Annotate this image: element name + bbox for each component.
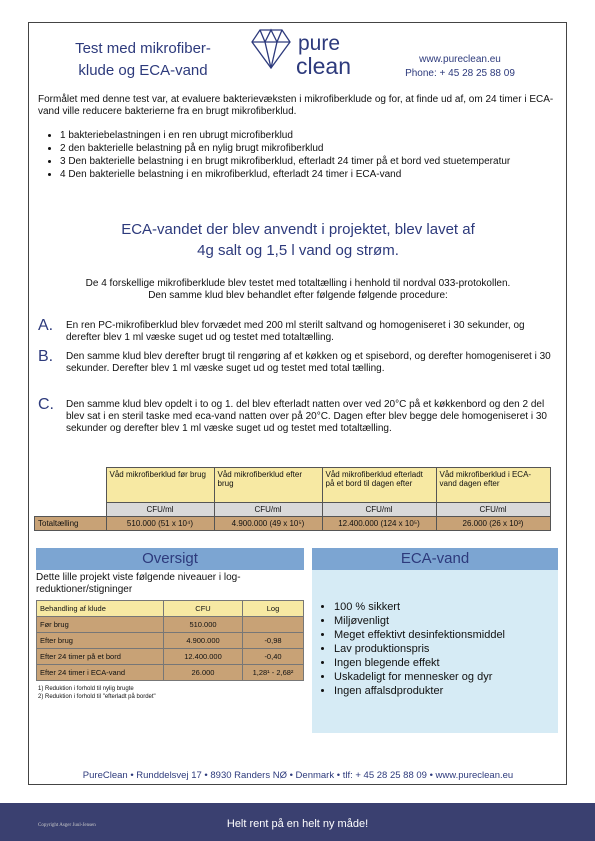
- step-text: En ren PC-mikrofiberklud blev forvædet med 200 ml sterilt saltvand og homogeniseret i 30 sekunder, og derefter blev 1 ml væske suget ud og testet med totaltælling.: [66, 320, 525, 343]
- step-letter: C.: [38, 396, 54, 413]
- eca-title: ECA-vand: [312, 548, 558, 570]
- table-cell: 4.900.000: [164, 633, 243, 649]
- copyright-text: Copyright Asger Juul-Jensen: [38, 823, 96, 828]
- unit-cell: CFU/ml: [322, 503, 436, 517]
- table-header-cell: Våd mikrofiberklud i ECA-vand dagen efter: [436, 468, 550, 503]
- list-item: • Lav produktionspris: [334, 642, 505, 656]
- phone-number: Phone: + 45 28 25 88 09: [405, 68, 515, 79]
- contact-info: [385, 53, 535, 81]
- table-cell: Efter 24 timer i ECA-vand: [37, 665, 164, 681]
- eca-benefits-list: [312, 600, 505, 698]
- oversigt-intro: Dette lille projekt viste følgende niveauer i log-reduktioner/stigninger: [36, 572, 241, 595]
- value-cell: 26.000 (26 x 10³): [436, 517, 550, 531]
- step-c: [38, 396, 558, 435]
- footer-slogan: Helt rent på en helt ny måde!: [226, 818, 369, 830]
- unit-cell: CFU/ml: [106, 503, 214, 517]
- table-header-cell: CFU: [164, 601, 243, 617]
- table-cell: Efter brug: [37, 633, 164, 649]
- list-item: • Meget effektivt desinfektionsmiddel: [334, 628, 505, 642]
- headline-line-1: ECA-vandet der blev anvendt i projektet, blev lavet af: [121, 221, 475, 238]
- step-b: [38, 348, 558, 375]
- step-letter: A.: [38, 317, 54, 334]
- pureclean-logo: [248, 22, 358, 82]
- list-item: • 4 Den bakterielle belastning i en mikrofiberklud, efterladt 24 timer i ECA-vand: [60, 169, 580, 181]
- table-cell: Efter 24 timer på et bord: [37, 649, 164, 665]
- table-cell: 510.000: [164, 617, 243, 633]
- footnote: 1) Reduktion i forhold til nylig brugte: [38, 686, 134, 692]
- value-cell: 4.900.000 (49 x 10⁵): [214, 517, 322, 531]
- table-row: [37, 649, 304, 665]
- test-list: [38, 130, 580, 182]
- table-cell: -0,98: [243, 633, 304, 649]
- table-cell: 1,28¹ - 2,68²: [243, 665, 304, 681]
- table-cell: 26.000: [164, 665, 243, 681]
- logo-word-clean: clean: [296, 53, 351, 79]
- table-header-cell: Våd mikrofiberklud efterladt på et bord til dagen efter: [322, 468, 436, 503]
- page-title: [48, 38, 238, 82]
- table-cell: -0,40: [243, 649, 304, 665]
- list-item: • 3 Den bakterielle belastning i en brugt mikrofiberklud, efterladt 24 timer på et bord ved stuetemperatur: [60, 156, 580, 168]
- list-item: • Ingen affalsdprodukter: [334, 684, 505, 698]
- table-row: [35, 468, 551, 503]
- table-cell: [243, 617, 304, 633]
- results-table: [34, 467, 551, 531]
- list-item: • Ingen blegende effekt: [334, 656, 505, 670]
- eca-headline: [48, 219, 548, 261]
- list-item: • Uskadeligt for mennesker og dyr: [334, 670, 505, 684]
- list-item: • 1 bakteriebelastningen i en ren ubrugt microfiberklud: [60, 130, 580, 142]
- table-cell-empty: [35, 503, 107, 517]
- footnote: 2) Reduktion i forhold til "efterladt på bordet": [38, 694, 156, 700]
- unit-cell: CFU/ml: [214, 503, 322, 517]
- headline-line-2: 4g salt og 1,5 l vand og strøm.: [197, 242, 399, 259]
- step-text: Den samme klud blev opdelt i to og 1. del blev efterladt natten over ved 20°C på et køkkenbord og den 2 del blev sat i en steril taske med eca-vand natten over på 20°C. Dagen efter blev begge dele homogeniseret i 30 sekunder og derefter blev 1 ml væske suget ud og testet med totaltælling.: [66, 399, 547, 434]
- company-address: PureClean • Runddelsvej 17 • 8930 Randers NØ • Denmark • tlf: + 45 28 25 88 09 • www.pureclean.eu: [82, 770, 514, 781]
- step-text: Den samme klud blev derefter brugt til rengøring af et køkken og et spisebord, og derefter homogeniseret i 30 sekunder. Derefter blev 1 ml væske suget ud og testet med total tælling.: [66, 351, 551, 374]
- list-item: • 2 den bakterielle belastning på en nylig brugt mikrofiberklud: [60, 143, 580, 155]
- method-line-1: De 4 forskellige mikrofiberklude blev testet med totaltælling i henhold til nordval 033-protokollen.: [85, 278, 511, 289]
- table-row: [37, 601, 304, 617]
- table-row: [37, 617, 304, 633]
- step-a: [38, 317, 558, 344]
- step-letter: B.: [38, 348, 54, 365]
- oversigt-table: [36, 600, 304, 681]
- table-cell: Før brug: [37, 617, 164, 633]
- intro-paragraph: Formålet med denne test var, at evaluere bakterievæksten i mikrofiberklude og for, at finde ud af, om 24 timer i ECA-vand ville reducere bakterierne fra en brugt mikrofiberklud.: [38, 94, 554, 117]
- table-row: [35, 517, 551, 531]
- table-header-cell: Våd mikrofiberklud efter brug: [214, 468, 322, 503]
- table-row: [35, 503, 551, 517]
- value-cell: 12.400.000 (124 x 10⁵): [322, 517, 436, 531]
- footnotes: [38, 685, 156, 701]
- table-row: [37, 633, 304, 649]
- table-cell: 12.400.000: [164, 649, 243, 665]
- table-header-cell: Behandling af klude: [37, 601, 164, 617]
- diamond-icon: [252, 30, 290, 68]
- logo-word-pure: pure: [298, 32, 341, 55]
- oversigt-title: Oversigt: [36, 548, 304, 570]
- website-link[interactable]: www.pureclean.eu: [419, 54, 501, 65]
- eca-box: [312, 548, 558, 733]
- table-header-cell: Våd mikrofiberklud før brug: [106, 468, 214, 503]
- list-item: • 100 % sikkert: [334, 600, 505, 614]
- unit-cell: CFU/ml: [436, 503, 550, 517]
- method-text: [38, 278, 558, 302]
- value-cell: 510.000 (51 x 10⁴): [106, 517, 214, 531]
- title-line-1: Test med mikrofiber-: [75, 40, 211, 57]
- table-cell-empty: [35, 468, 107, 503]
- method-line-2: Den samme klud blev behandlet efter følgende følgende procedure:: [148, 290, 448, 301]
- title-line-2: klude og ECA-vand: [78, 62, 208, 79]
- list-item: • Miljøvenligt: [334, 614, 505, 628]
- table-header-cell: Log: [243, 601, 304, 617]
- table-row: [37, 665, 304, 681]
- row-label: Totaltælling: [35, 517, 107, 531]
